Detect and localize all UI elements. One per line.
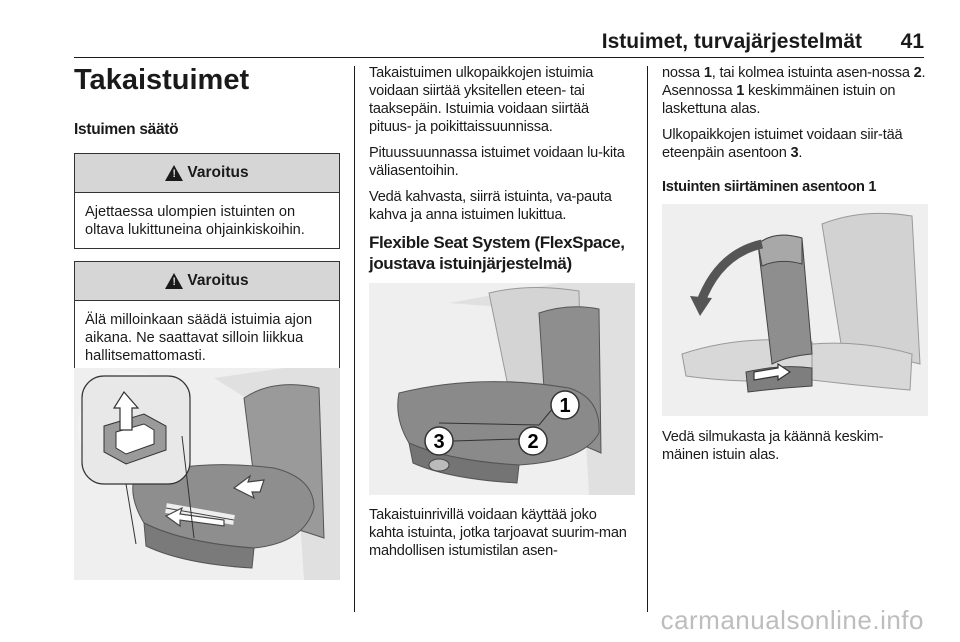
header-rule — [74, 57, 924, 58]
running-header-title: Istuimet, turvajärjestelmät — [601, 30, 862, 53]
warning-triangle-icon — [165, 273, 183, 289]
callout-label-3: 3 — [433, 431, 445, 453]
text-run: . — [798, 145, 803, 161]
watermark: carmanualsonline.info — [660, 605, 924, 635]
warning-title-2: Varoitus — [187, 272, 249, 289]
column-divider-2 — [647, 66, 648, 612]
column-divider-1 — [354, 66, 355, 612]
paragraph: Takaistuimen ulkopaikkojen istuimia voidaan siirtää yksitellen eteen- tai taaksepäin. Istuimia voidaan siirtää pituus- ja poikittaissuunnissa. — [369, 65, 594, 135]
warning-box-1 — [74, 153, 340, 249]
position-number: 3 — [790, 145, 799, 161]
seat-adjust-figure — [74, 368, 340, 580]
paragraph — [662, 64, 927, 118]
position-number: 1 — [736, 83, 745, 99]
paragraph — [662, 126, 927, 162]
seat-adjust-illustration — [74, 368, 340, 580]
fold-seat-illustration — [662, 204, 928, 416]
text-run: , tai kolmea istuinta asen-nossa — [711, 65, 914, 81]
text-run: . Asennossa — [662, 65, 926, 99]
column-3 — [662, 64, 927, 211]
section-heading: Takaistuimet — [74, 64, 250, 96]
text-run: Ulkopaikkojen istuimet voidaan siir-tää eteenpäin asentoon — [662, 127, 903, 161]
callout-label-2: 2 — [527, 431, 539, 453]
flexseat-heading: Flexible Seat System (FlexSpace, joustava istuinjärjestelmä) — [369, 233, 625, 273]
position-number: 2 — [913, 65, 922, 81]
text-run: keskimmäinen istuin on laskettuna alas. — [662, 83, 896, 117]
subsection-heading: Istuimen säätö — [74, 121, 179, 138]
column-2-lower — [369, 506, 634, 568]
column-2 — [369, 64, 634, 286]
flexspace-figure — [369, 283, 635, 495]
position-number: 1 — [703, 65, 712, 81]
paragraph: Vedä kahvasta, siirrä istuinta, va-pauta kahva ja anna istuimen lukittua. — [369, 189, 612, 223]
move-seat-subheading: Istuinten siirtäminen asentoon 1 — [662, 179, 877, 195]
warning-header-2 — [75, 262, 339, 301]
fold-seat-figure — [662, 204, 928, 416]
callout-label-1: 1 — [559, 395, 571, 417]
warning-header-1 — [75, 154, 339, 193]
column-1 — [74, 62, 340, 385]
warning-box-2 — [74, 261, 340, 375]
page-number: 41 — [900, 30, 924, 53]
column-3-lower — [662, 428, 927, 472]
flexspace-illustration — [369, 283, 635, 495]
warning-title-1: Varoitus — [187, 164, 249, 181]
paragraph: Vedä silmukasta ja käännä keskim-mäinen istuin alas. — [662, 429, 884, 463]
paragraph: Pituussuunnassa istuimet voidaan lu-kita väliasentoihin. — [369, 145, 625, 179]
paragraph: Takaistuinrivillä voidaan käyttää joko kahta istuinta, jotka tarjoavat suurim-man mahdollisen istumistilan asen- — [369, 507, 627, 559]
warning-text-1: Ajettaessa ulompien istuinten on oltava lukittuneina ohjainkiskoihin. — [85, 204, 305, 238]
text-run: nossa — [662, 65, 704, 81]
warning-text-2: Älä milloinkaan säädä istuimia ajon aikana. Ne saattavat silloin liikkua hallitsemattomasti. — [85, 312, 313, 364]
warning-triangle-icon — [165, 165, 183, 181]
